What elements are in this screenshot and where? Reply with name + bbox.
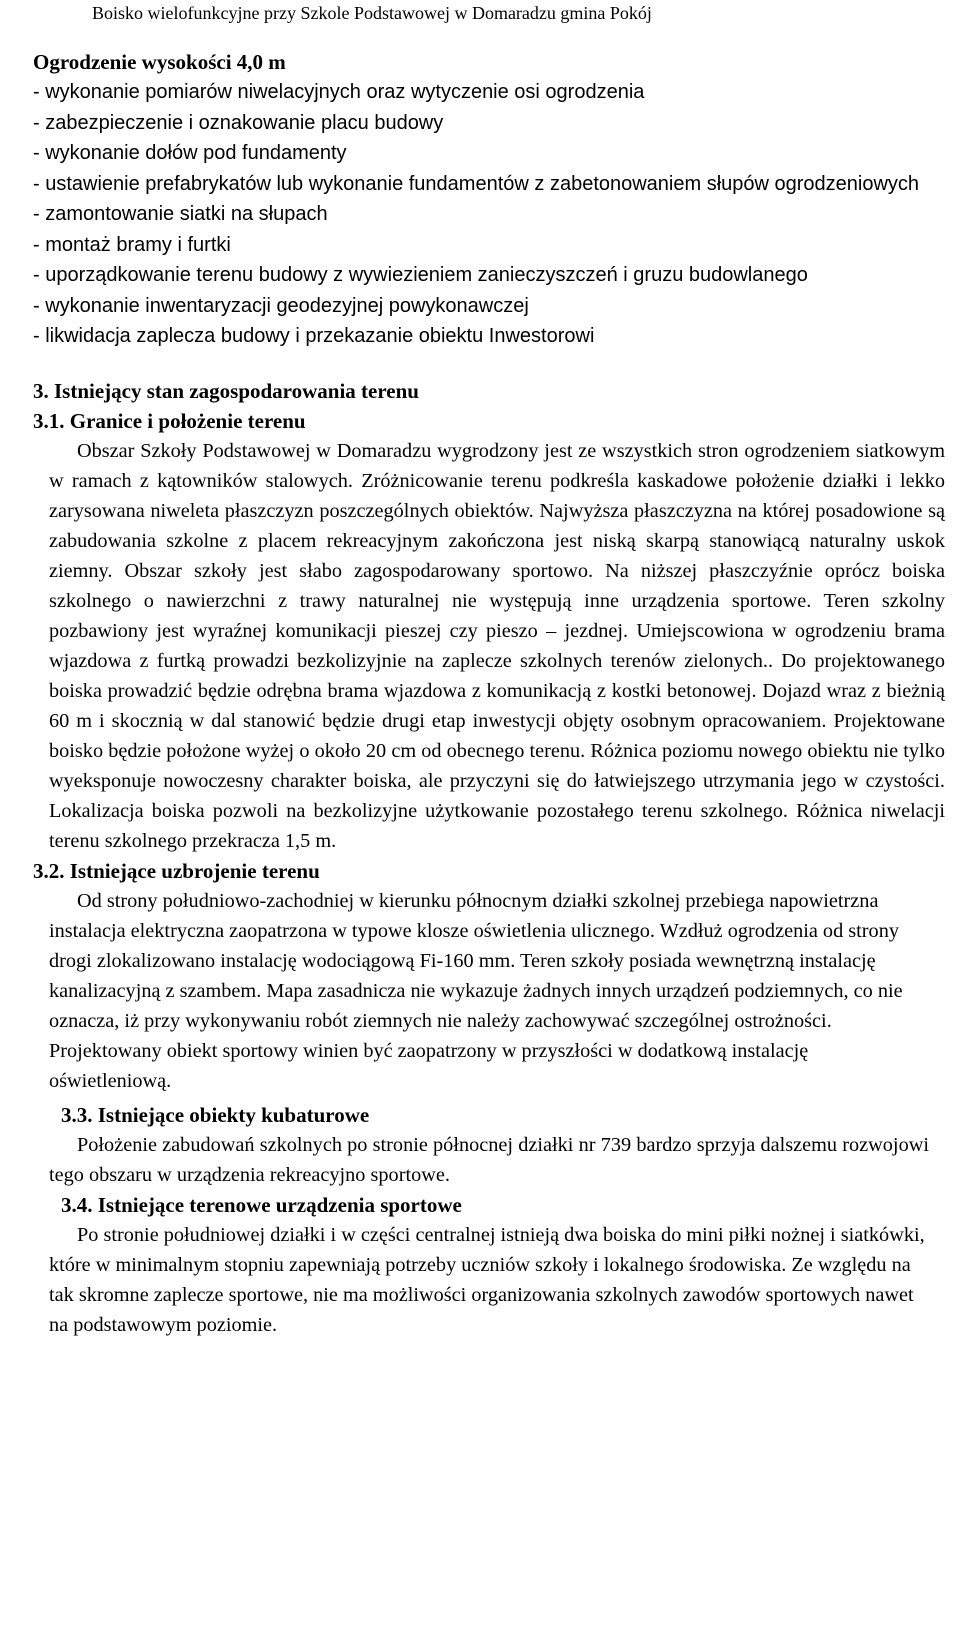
list-item: - likwidacja zaplecza budowy i przekazanie obiektu Inwestorowi	[33, 325, 595, 347]
subsection-3-1-heading	[33, 406, 953, 436]
list-item: - wykonanie pomiarów niwelacyjnych oraz wytyczenie osi ogrodzenia	[33, 81, 645, 103]
subsection-number: 3.1.	[33, 408, 65, 433]
subsection-3-3-text: Położenie zabudowań szkolnych po stronie północnej działki nr 739 bardzo sprzyja dalszemu rozwojowi tego obszaru w urządzenia rekreacyjno sportowe.	[49, 1133, 929, 1186]
fence-work-list	[33, 77, 953, 352]
list-item: - zamontowanie siatki na słupach	[33, 203, 328, 225]
subsection-title: Istniejące uzbrojenie terenu	[69, 858, 320, 883]
list-item: - ustawienie prefabrykatów lub wykonanie fundamentów z zabetonowaniem słupów ogrodzeniowych	[33, 172, 920, 195]
subsection-3-4-heading	[61, 1190, 953, 1220]
subsection-number: 3.3.	[61, 1102, 93, 1127]
list-item: - uporządkowanie terenu budowy z wywiezieniem zanieczyszczeń i gruzu budowlanego	[33, 264, 808, 286]
subsection-3-4-text: Po stronie południowej działki i w części centralnej istnieją dwa boiska do mini piłki nożnej i siatkówki, które w minimalnym stopniu zapewniają potrzeby uczniów szkoły i lokalnego środowiska. Ze względu na tak skromne zaplecze sportowe, nie ma możliwości organizowania szkolnych zawodów sportowych nawet na podstawowym poziomie.	[49, 1223, 925, 1336]
subsection-title: Istniejące obiekty kubaturowe	[97, 1102, 370, 1127]
fence-heading: Ogrodzenie wysokości 4,0 m	[33, 50, 286, 74]
list-item: - wykonanie dołów pod fundamenty	[33, 142, 347, 164]
subsection-number: 3.4.	[61, 1192, 93, 1217]
subsection-3-2-text: Od strony południowo-zachodniej w kierunku północnym działki szkolnej przebiega napowietrzna instalacja elektryczna zaopatrzona w typowe klosze oświetlenia ulicznego. Wzdłuż ogrodzenia od strony drogi zlokalizowano instalację wodociągową Fi-160 mm. Teren szkoły posiada wewnętrzną instalację kanalizacyjną z szambem. Mapa zasadnicza nie wykazuje żadnych innych urządzeń podziemnych, co nie oznacza, iż przy wykonywaniu robót ziemnych nie należy zachowywać szczególnej ostrożności. Projektowany obiekt sportowy winien być zaopatrzony w przyszłości w dodatkową instalację oświetleniową.	[49, 889, 903, 1092]
subsection-3-1-text: Obszar Szkoły Podstawowej w Domaradzu wygrodzony jest ze wszystkich stron ogrodzeniem siatkowym w ramach z kątowników stalowych. Zróżnicowanie terenu podkreśla kaskadowe położenie działki i lekko zarysowana niweleta płaszczyzn poszczególnych obiektów. Najwyższa płaszczyzna na której posadowione są zabudowania szkolne z placem rekreacyjnym zakończona jest niską skarpą stanowiącą naturalny uskok ziemny. Obszar szkoły jest słabo zagospodarowany sportowo. Na niższej płaszczyźnie oprócz boiska szkolnego o nawierzchni z trawy naturalnej nie występują inne urządzenia sportowe. Teren szkolny pozbawiony jest wyraźnej komunikacji pieszej czy pieszo – jezdnej. Umiejscowiona w ogrodzeniu brama wjazdowa z furtką prowadzi bezkolizyjnie na zaplecze szkolnych terenów zielonych.. Do projektowanego boiska prowadzić będzie odrębna brama wjazdowa z komunikacją z kostki betonowej. Dojazd wraz z bieżnią 60 m i skocznią w dal stanowić będzie drugi etap inwestycji objęty osobnym opracowaniem. Projektowane boisko będzie położone wyżej o około 20 cm od obecnego terenu. Różnica poziomu nowego obiektu nie tylko wyeksponuje nowoczesny charakter boiska, ale przyczyni się do łatwiejszego utrzymania jego w czystości. Lokalizacja boiska pozwoli na bezkolizyjne użytkowanie pozostałego terenu szkolnego. Różnica niwelacji terenu szkolnego przekracza 1,5 m.	[49, 439, 945, 852]
page-content	[33, 47, 953, 1340]
subsection-number: 3.2.	[33, 858, 65, 883]
running-header: Boisko wielofunkcyjne przy Szkole Podstawowej w Domaradzu gmina Pokój	[92, 3, 652, 23]
subsection-title: Istniejące terenowe urządzenia sportowe	[97, 1192, 462, 1217]
subsection-3-2-heading	[33, 856, 953, 886]
subsection-title: Granice i położenie terenu	[69, 408, 306, 433]
list-item: - zabezpieczenie i oznakowanie placu budowy	[33, 111, 444, 134]
list-item: - wykonanie inwentaryzacji geodezyjnej powykonawczej	[33, 294, 529, 317]
subsection-3-3-heading	[61, 1100, 953, 1130]
section-3-heading: 3. Istniejący stan zagospodarowania terenu	[33, 378, 419, 403]
list-item: - montaż bramy i furtki	[33, 233, 231, 256]
